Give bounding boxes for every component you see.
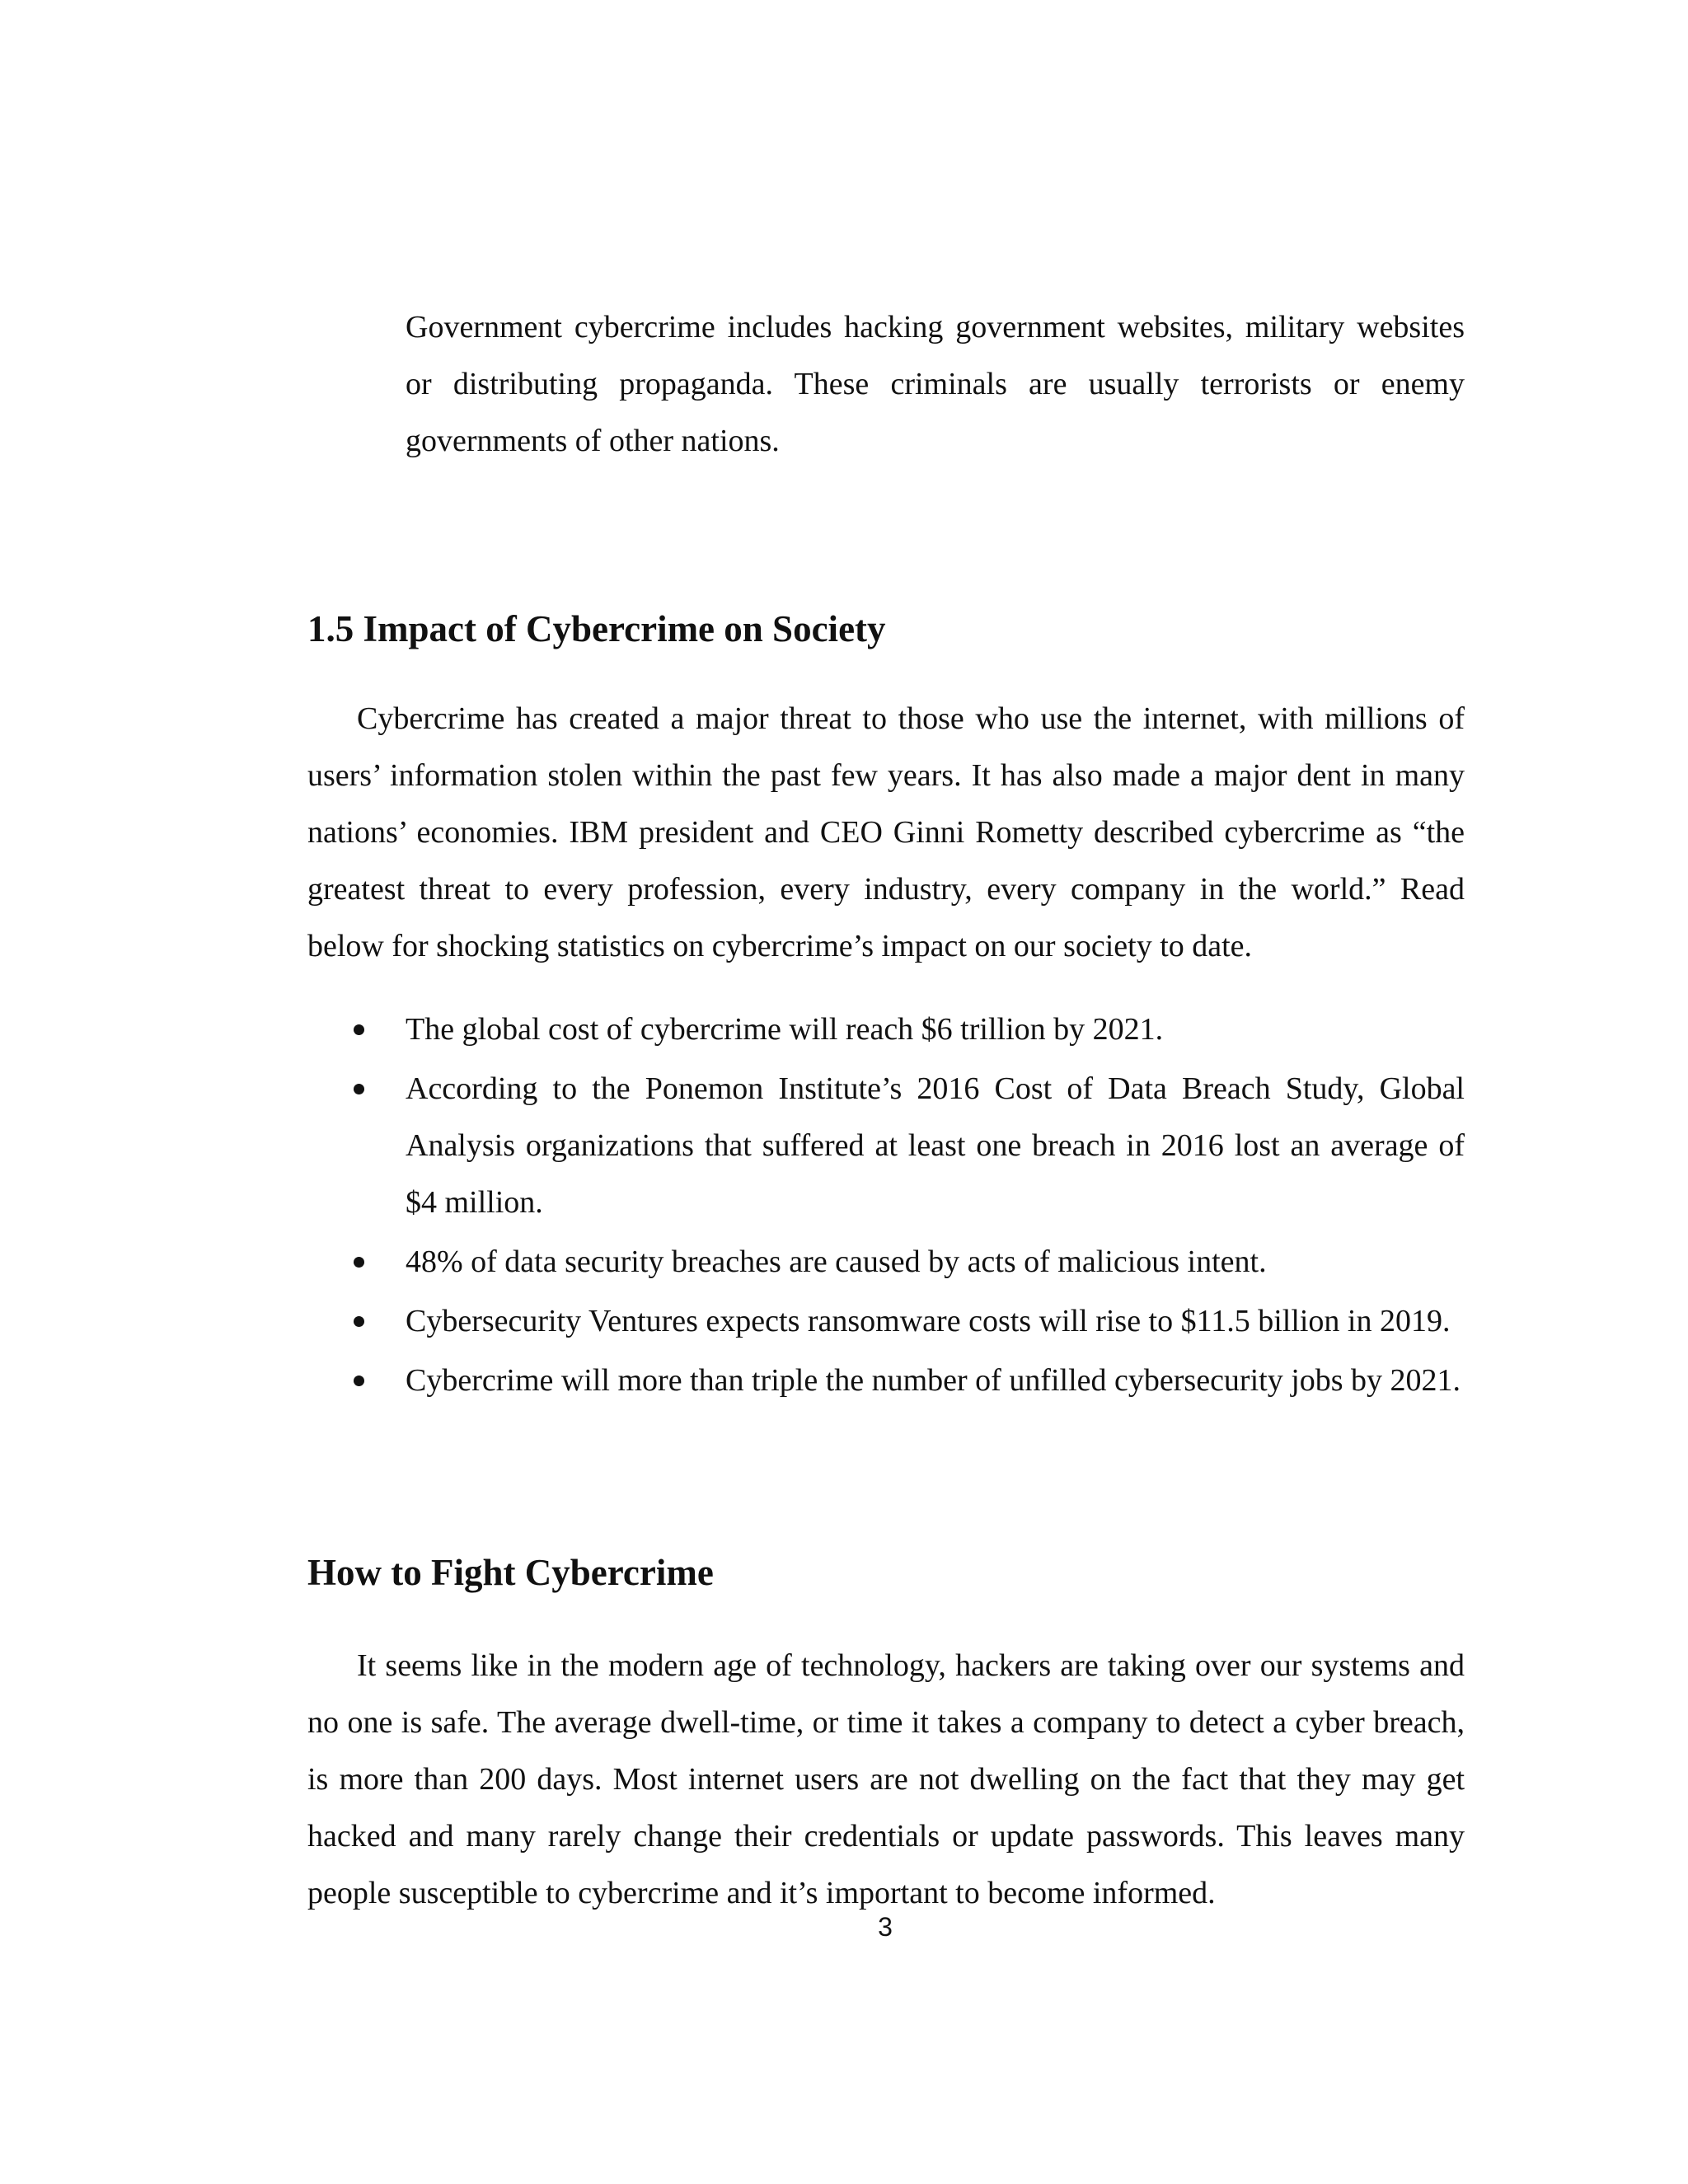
list-item-text: According to the Ponemon Institute’s 2016 Cost of Data Breach Study, Global Analysis organizations that suffered at least one breach in 2016 lost an average of $4 million. bbox=[406, 1071, 1465, 1220]
page-number: 3 bbox=[878, 1912, 893, 1942]
list-item bbox=[307, 1061, 1465, 1231]
section-heading-impact: 1.5 Impact of Cybercrime on Society bbox=[307, 608, 886, 649]
section-heading-fight: How to Fight Cybercrime bbox=[307, 1552, 714, 1593]
list-item-text: The global cost of cybercrime will reach $6 trillion by 2021. bbox=[406, 1012, 1164, 1047]
list-item bbox=[307, 1001, 1465, 1058]
bullet-icon bbox=[354, 1257, 364, 1268]
list-item-text: Cybersecurity Ventures expects ransomware costs will rise to $11.5 billion in 2019. bbox=[406, 1304, 1451, 1338]
list-item bbox=[307, 1293, 1465, 1350]
bullet-icon bbox=[354, 1024, 364, 1035]
impact-paragraph: Cybercrime has created a major threat to those who use the internet, with millions of users’ information stolen within the past few years. It has also made a major dent in many nations’ economies. IBM president and CEO Ginni Rometty described cybercrime as “the greatest threat to every profession, every industry, every company in the world.” Read below for shocking statistics on cybercrime’s impact on our society to date. bbox=[307, 701, 1465, 963]
bullet-icon bbox=[354, 1084, 364, 1094]
bullet-icon bbox=[354, 1376, 364, 1386]
bullet-icon bbox=[354, 1316, 364, 1327]
list-item-text: Cybercrime will more than triple the number of unfilled cybersecurity jobs by 2021. bbox=[406, 1363, 1461, 1398]
impact-statistics-list bbox=[307, 1001, 1465, 1412]
fight-paragraph: It seems like in the modern age of technology, hackers are taking over our systems and no one is safe. The average dwell-time, or time it takes a company to detect a cyber breach, is more than 200 days. Most internet users are not dwelling on the fact that they may get hacked and many rarely change their credentials or update passwords. This leaves many people susceptible to cybercrime and it’s important to become informed. bbox=[307, 1648, 1465, 1910]
list-item-text: 48% of data security breaches are caused by acts of malicious intent. bbox=[406, 1244, 1267, 1279]
list-item bbox=[307, 1234, 1465, 1291]
list-item bbox=[307, 1352, 1465, 1409]
intro-paragraph: Government cybercrime includes hacking government websites, military websites or distributing propaganda. These criminals are usually terrorists or enemy governments of other nations. bbox=[406, 310, 1465, 458]
